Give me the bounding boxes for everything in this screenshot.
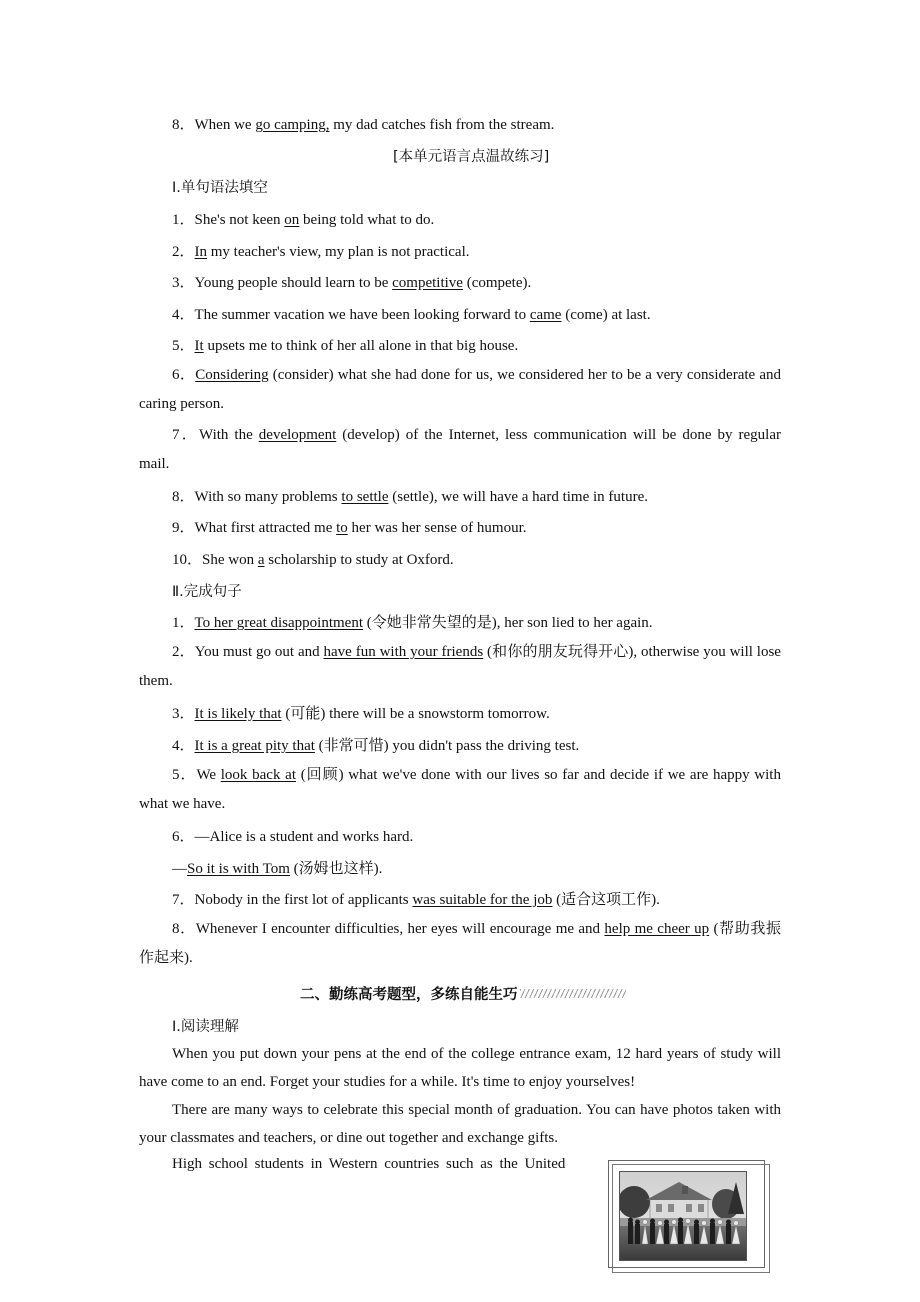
answer-blank: look back at xyxy=(220,767,296,783)
exercise-item xyxy=(172,857,382,878)
review-heading: [本单元语言点温故练习] xyxy=(393,149,550,165)
item-number: 8． xyxy=(172,489,195,505)
item-number: 7． xyxy=(172,892,195,908)
reading-paragraph: There are many ways to celebrate this special month of graduation. You can have photos taken with your classmates and teachers, or dine out together and exchange gifts. xyxy=(139,1102,781,1146)
graduation-photo xyxy=(619,1171,747,1261)
item-text: With the xyxy=(199,427,259,443)
answer-blank: to xyxy=(336,520,348,536)
item-number: 2． xyxy=(172,244,195,260)
item-text: We xyxy=(196,767,221,783)
exercise-item xyxy=(172,240,470,261)
exercise-item xyxy=(172,485,648,506)
item-text: You must go out and xyxy=(194,644,324,660)
answer-blank: competitive xyxy=(392,275,463,291)
reading-paragraph: High school students in Western countries such as the United xyxy=(172,1156,566,1172)
exercise-item xyxy=(172,825,413,846)
reading-heading: Ⅰ.阅读理解 xyxy=(172,1019,239,1035)
answer-blank: came xyxy=(529,307,562,323)
item-number: 9． xyxy=(172,520,195,536)
item-text: Young people should learn to be xyxy=(194,275,393,291)
item-number: 1． xyxy=(172,615,195,631)
section-title xyxy=(300,983,626,1004)
item-text: (非常可惜) you didn't pass the driving test. xyxy=(314,738,580,754)
exercise-item xyxy=(139,361,781,419)
exercise-item xyxy=(139,638,781,696)
item-text: (come) at last. xyxy=(561,307,651,323)
item-number: 4． xyxy=(172,307,195,323)
graduation-photo-frame xyxy=(608,1160,765,1268)
item-number: 8． xyxy=(172,921,196,937)
item-number: 10． xyxy=(172,552,203,568)
item-number: 2． xyxy=(172,644,195,660)
item-text: Nobody in the first lot of applicants xyxy=(194,892,413,908)
exercise-item xyxy=(172,208,434,229)
exercise-item xyxy=(172,888,660,909)
answer-blank: development xyxy=(258,427,337,443)
item-text: — xyxy=(172,861,187,877)
item-text: What first attracted me xyxy=(194,520,337,536)
item-number: 6． xyxy=(172,829,195,845)
item-text: The summer vacation we have been looking forward to xyxy=(194,307,530,323)
item-text: (compete). xyxy=(462,275,532,291)
item-text: When we xyxy=(194,117,256,133)
graduation-photo-image xyxy=(620,1172,746,1260)
part2-heading: Ⅱ.完成句子 xyxy=(172,584,242,600)
exercise-item xyxy=(172,734,579,755)
item-text: (develop) of the Internet, less communication will be done by regular mail. xyxy=(139,427,781,472)
answer-blank: It is a great pity that xyxy=(194,738,315,754)
item-text: (适合这项工作). xyxy=(552,892,660,908)
part1-heading: Ⅰ.单句语法填空 xyxy=(172,180,268,196)
exercise-item xyxy=(172,702,550,723)
item-number: 1． xyxy=(172,212,195,228)
item-number: 7． xyxy=(172,427,200,443)
exercise-item xyxy=(139,421,781,479)
exercise-item xyxy=(172,303,651,324)
item-text: She's not keen xyxy=(194,212,285,228)
exercise-item xyxy=(139,761,781,819)
item-number: 6． xyxy=(172,367,196,383)
item-text: scholarship to study at Oxford. xyxy=(264,552,454,568)
answer-blank: It is likely that xyxy=(194,706,282,722)
item-number: 8． xyxy=(172,117,195,133)
answer-blank: on xyxy=(284,212,300,228)
item-text: being told what to do. xyxy=(299,212,435,228)
exercise-item xyxy=(172,516,527,537)
section-title-text: 二、勤练高考题型，多练自能生巧 xyxy=(300,987,518,1003)
answer-blank: to settle xyxy=(341,489,389,505)
item-text: my teacher's view, my plan is not practical. xyxy=(207,244,470,260)
item-text: Whenever I encounter difficulties, her eyes will encourage me and xyxy=(195,921,605,937)
item-text: She won xyxy=(202,552,258,568)
item-text: With so many problems xyxy=(194,489,342,505)
exercise-item xyxy=(139,915,781,973)
answer-blank: help me cheer up xyxy=(604,921,710,937)
answer-blank: a xyxy=(257,552,265,568)
answer-blank: go camping, xyxy=(255,117,330,133)
item-text: (令她非常失望的是), her son lied to her again. xyxy=(363,615,653,631)
answer-blank: So it is with Tom xyxy=(187,861,290,877)
item-text: —Alice is a student and works hard. xyxy=(194,829,414,845)
hatch-decoration xyxy=(520,989,626,998)
reading-paragraph: When you put down your pens at the end of the college entrance exam, 12 hard years of study will have come to an end. Forget your studies for a while. It's time to enjoy yourselves! xyxy=(139,1046,781,1090)
item-text: (settle), we will have a hard time in future. xyxy=(388,489,648,505)
item-number: 3． xyxy=(172,275,195,291)
answer-blank: To her great disappointment xyxy=(194,615,364,631)
item-text: (帮助我振作起来). xyxy=(139,921,781,966)
exercise-item xyxy=(172,611,653,632)
exercise-item xyxy=(172,271,531,292)
answer-blank: have fun with your friends xyxy=(323,644,484,660)
exercise-item xyxy=(172,113,554,134)
item-text: (和你的朋友玩得开心), otherwise you will lose them. xyxy=(139,644,781,689)
answer-blank: It xyxy=(194,338,204,354)
item-text: upsets me to think of her all alone in that big house. xyxy=(203,338,519,354)
item-number: 5． xyxy=(172,338,195,354)
item-text: her was her sense of humour. xyxy=(347,520,527,536)
item-text: my dad catches fish from the stream. xyxy=(329,117,555,133)
item-text: (consider) what she had done for us, we considered her to be a very considerate and caring person. xyxy=(139,367,781,412)
item-number: 4． xyxy=(172,738,195,754)
exercise-item xyxy=(172,334,518,355)
item-text: (回顾) what we've done with our lives so far and decide if we are happy with what we have. xyxy=(139,767,781,812)
item-number: 5． xyxy=(172,767,197,783)
item-text: (汤姆也这样). xyxy=(289,861,383,877)
item-text: (可能) there will be a snowstorm tomorrow. xyxy=(281,706,550,722)
answer-blank: was suitable for the job xyxy=(412,892,553,908)
exercise-item xyxy=(172,548,454,569)
answer-blank: In xyxy=(194,244,208,260)
answer-blank: Considering xyxy=(195,367,269,383)
item-number: 3． xyxy=(172,706,195,722)
